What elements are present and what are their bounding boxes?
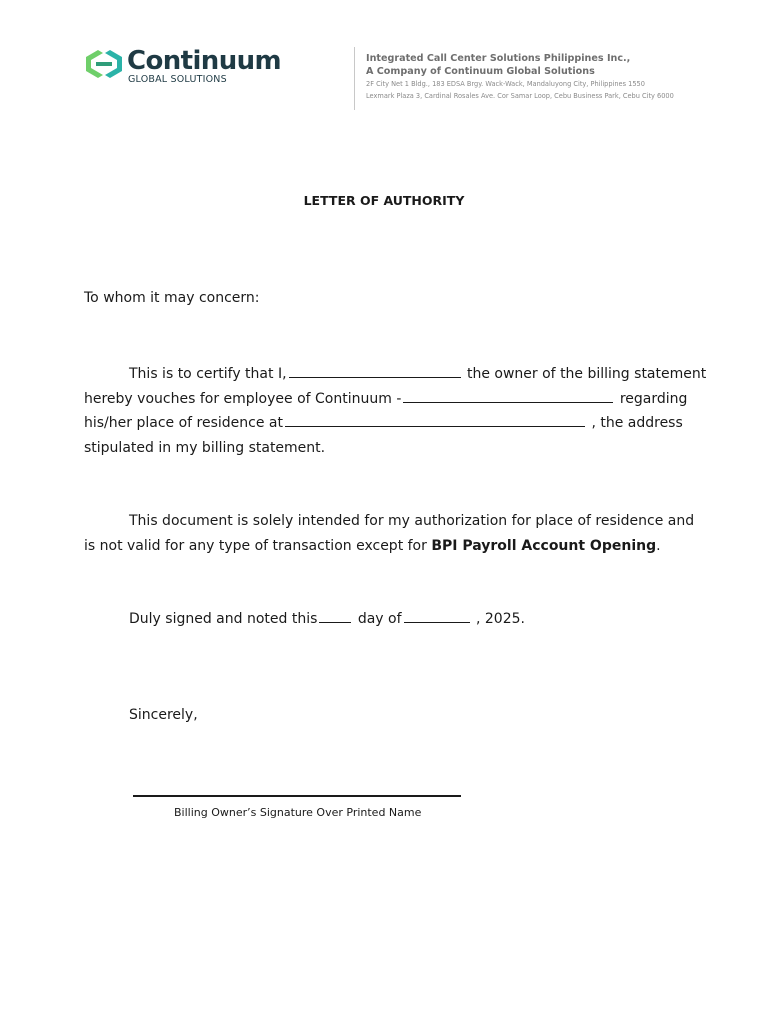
header-divider xyxy=(354,47,355,110)
brand-subtitle: GLOBAL SOLUTIONS xyxy=(128,74,227,85)
para1-text: the owner of the billing statement xyxy=(466,366,707,382)
address-cebu: Lexmark Plaza 3, Cardinal Rosales Ave. Cor Samar Loop, Cebu Business Park, Cebu City 6000 xyxy=(366,92,674,100)
para2-line2: is not valid for any type of transaction except for BPI Payroll Account Opening. xyxy=(84,537,661,554)
signature-caption: Billing Owner’s Signature Over Printed Name xyxy=(174,806,422,819)
owner-name-blank[interactable] xyxy=(289,363,461,378)
para1-line2 xyxy=(84,387,688,412)
employee-name-blank[interactable] xyxy=(403,388,613,403)
signature-line[interactable] xyxy=(133,795,461,797)
purpose-paragraph xyxy=(84,509,695,558)
para1-line1 xyxy=(84,362,707,387)
company-logo xyxy=(83,45,282,89)
brand-name: Continuum xyxy=(127,46,282,76)
para2-line1: This document is solely intended for my authorization for place of residence and xyxy=(129,513,695,529)
residence-address-blank[interactable] xyxy=(285,412,585,427)
certification-paragraph xyxy=(84,362,707,460)
bpi-payroll-emphasis: BPI Payroll Account Opening xyxy=(431,537,657,554)
continuum-logo-icon xyxy=(83,47,125,81)
address-manila: 2F City Net 1 Bldg., 183 EDSA Brgy. Wack-Wack, Mandaluyong City, Philippines 1550 xyxy=(366,80,645,88)
para1-line3 xyxy=(84,411,683,436)
company-name: Integrated Call Center Solutions Philippines Inc., xyxy=(366,53,631,64)
para1-text: This is to certify that I, xyxy=(129,366,463,382)
signing-date-line: Duly signed and noted this day of , 2025. xyxy=(129,608,525,627)
para1-text: , the address xyxy=(591,415,683,431)
company-parent: A Company of Continuum Global Solutions xyxy=(366,66,595,77)
closing: Sincerely, xyxy=(129,707,198,723)
company-info xyxy=(366,52,726,102)
para1-line4: stipulated in my billing statement. xyxy=(84,439,326,456)
page-title: LETTER OF AUTHORITY xyxy=(303,193,465,208)
salutation: To whom it may concern: xyxy=(84,290,260,306)
month-blank[interactable] xyxy=(404,608,470,623)
para1-text: his/her place of residence at xyxy=(84,415,587,431)
para1-text: hereby vouches for employee of Continuum - xyxy=(84,391,615,407)
day-blank[interactable] xyxy=(319,608,351,623)
para1-text: regarding xyxy=(619,390,688,407)
